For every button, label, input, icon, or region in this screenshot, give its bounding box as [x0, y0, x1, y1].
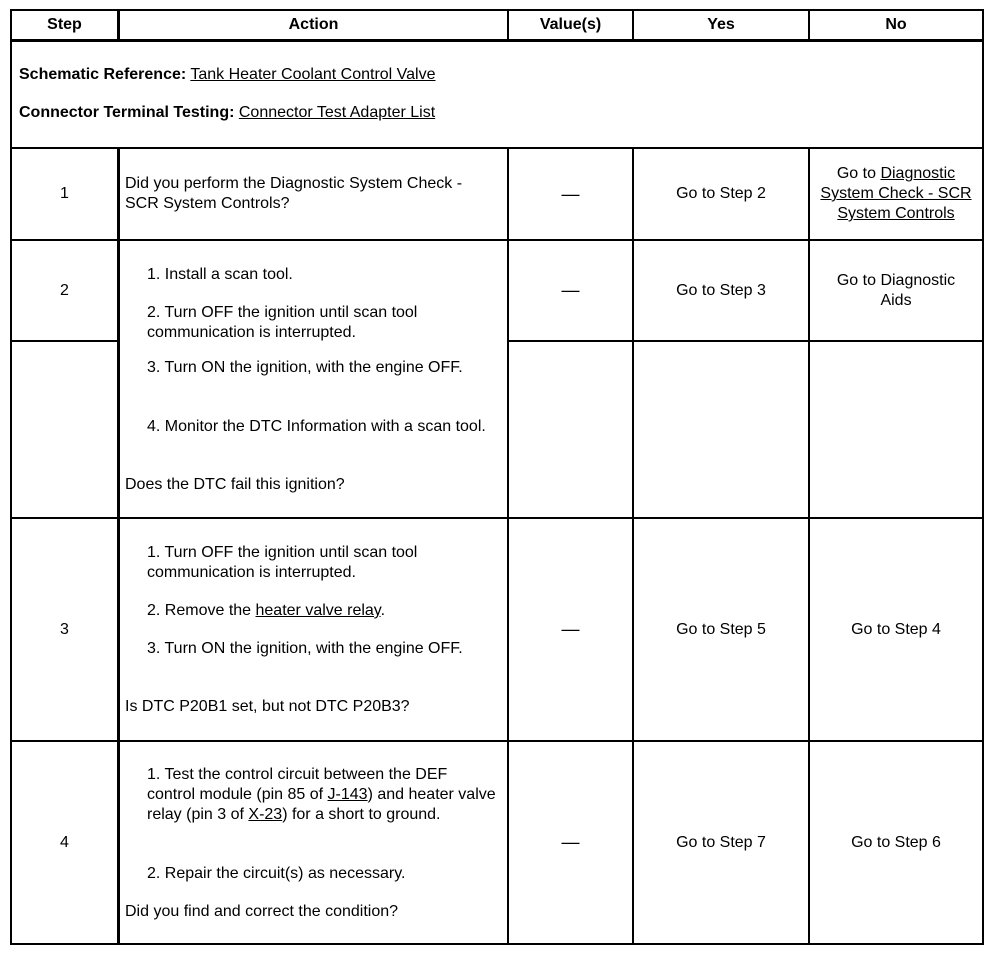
step-2-question: Does the DTC fail this ignition?	[125, 476, 345, 493]
connector-test-adapter-link[interactable]: Connector Test Adapter List	[238, 104, 436, 121]
step-2-item-1: 1. Install a scan tool.	[147, 266, 293, 283]
step-2-item-3: 3. Turn ON the ignition, with the engine OFF.	[147, 359, 463, 376]
step-1-yes[interactable]: Go to Step 2	[676, 185, 766, 202]
schematic-reference-label: Schematic Reference:	[19, 66, 187, 83]
col-step-line	[117, 147, 120, 945]
step-4-item-1-text-c: ) for a short to ground.	[282, 806, 441, 823]
step-3-value: —	[561, 619, 580, 639]
step-2-item-4: 4. Monitor the DTC Information with a scan tool.	[147, 418, 486, 435]
step-2-no[interactable]: Go to Diagnostic Aids	[836, 271, 956, 309]
j-143-link[interactable]: J-143	[327, 786, 368, 803]
step-4-number: 4	[60, 833, 69, 851]
step-3-item-3: 3. Turn ON the ignition, with the engine OFF.	[147, 640, 463, 657]
header-yes: Yes	[707, 16, 735, 33]
step-4-item-1	[147, 765, 497, 825]
step-4-yes[interactable]: Go to Step 7	[676, 833, 766, 851]
schematic-reference-link[interactable]: Tank Heater Coolant Control Valve	[190, 66, 436, 83]
step-3-item-2-suffix: .	[380, 602, 386, 619]
step-1-no-prefix: Go to	[836, 165, 881, 182]
step-4-item-2: 2. Repair the circuit(s) as necessary.	[147, 865, 406, 882]
step-1-action: Did you perform the Diagnostic System Check - SCR System Controls?	[125, 175, 463, 212]
x-23-link[interactable]: X-23	[248, 806, 283, 823]
schematic-reference	[19, 65, 436, 85]
step-3-item-2-prefix: 2. Remove the	[147, 602, 256, 619]
step-2-value: —	[561, 280, 580, 300]
step-4-item-1-text-a: 1. Test the control circuit between the DEF control module (pin 85 of	[147, 766, 448, 803]
step-3-number: 3	[60, 620, 69, 638]
connector-terminal-testing-label: Connector Terminal Testing:	[19, 104, 235, 121]
header-values: Value(s)	[539, 16, 602, 33]
step-2-number: 2	[60, 281, 69, 299]
step-4-no[interactable]: Go to Step 6	[851, 833, 941, 851]
step-1-value: —	[561, 183, 580, 204]
step-3-no[interactable]: Go to Step 4	[851, 620, 941, 638]
header-action: Action	[288, 16, 339, 33]
header-bottom-line	[10, 39, 984, 42]
step-2-item-2: 2. Turn OFF the ignition until scan tool communication is interrupted.	[147, 304, 418, 341]
step-3-item-1: 1. Turn OFF the ignition until scan tool communication is interrupted.	[147, 544, 418, 581]
step-1-no[interactable]	[812, 149, 980, 239]
row2-split-line-left	[10, 340, 118, 342]
heater-valve-relay-link[interactable]: heater valve relay	[255, 602, 381, 619]
step-3-yes[interactable]: Go to Step 5	[676, 620, 766, 638]
step-3-item-2	[147, 601, 497, 621]
connector-terminal-testing	[19, 103, 435, 123]
step-2-yes[interactable]: Go to Step 3	[676, 281, 766, 299]
step-4-value: —	[561, 832, 580, 852]
row2-split-line-right	[507, 340, 984, 342]
header-no: No	[885, 16, 907, 33]
step-4-question: Did you find and correct the condition?	[125, 903, 399, 920]
diagnostic-system-check-link[interactable]: Diagnostic System Check - SCR System Controls	[820, 165, 972, 222]
step-4-item-1-text-b: ) and heater valve relay (pin 3 of	[147, 786, 496, 823]
header-step: Step	[47, 16, 82, 33]
step-1-number: 1	[60, 185, 69, 202]
step-3-question: Is DTC P20B1 set, but not DTC P20B3?	[125, 698, 410, 715]
